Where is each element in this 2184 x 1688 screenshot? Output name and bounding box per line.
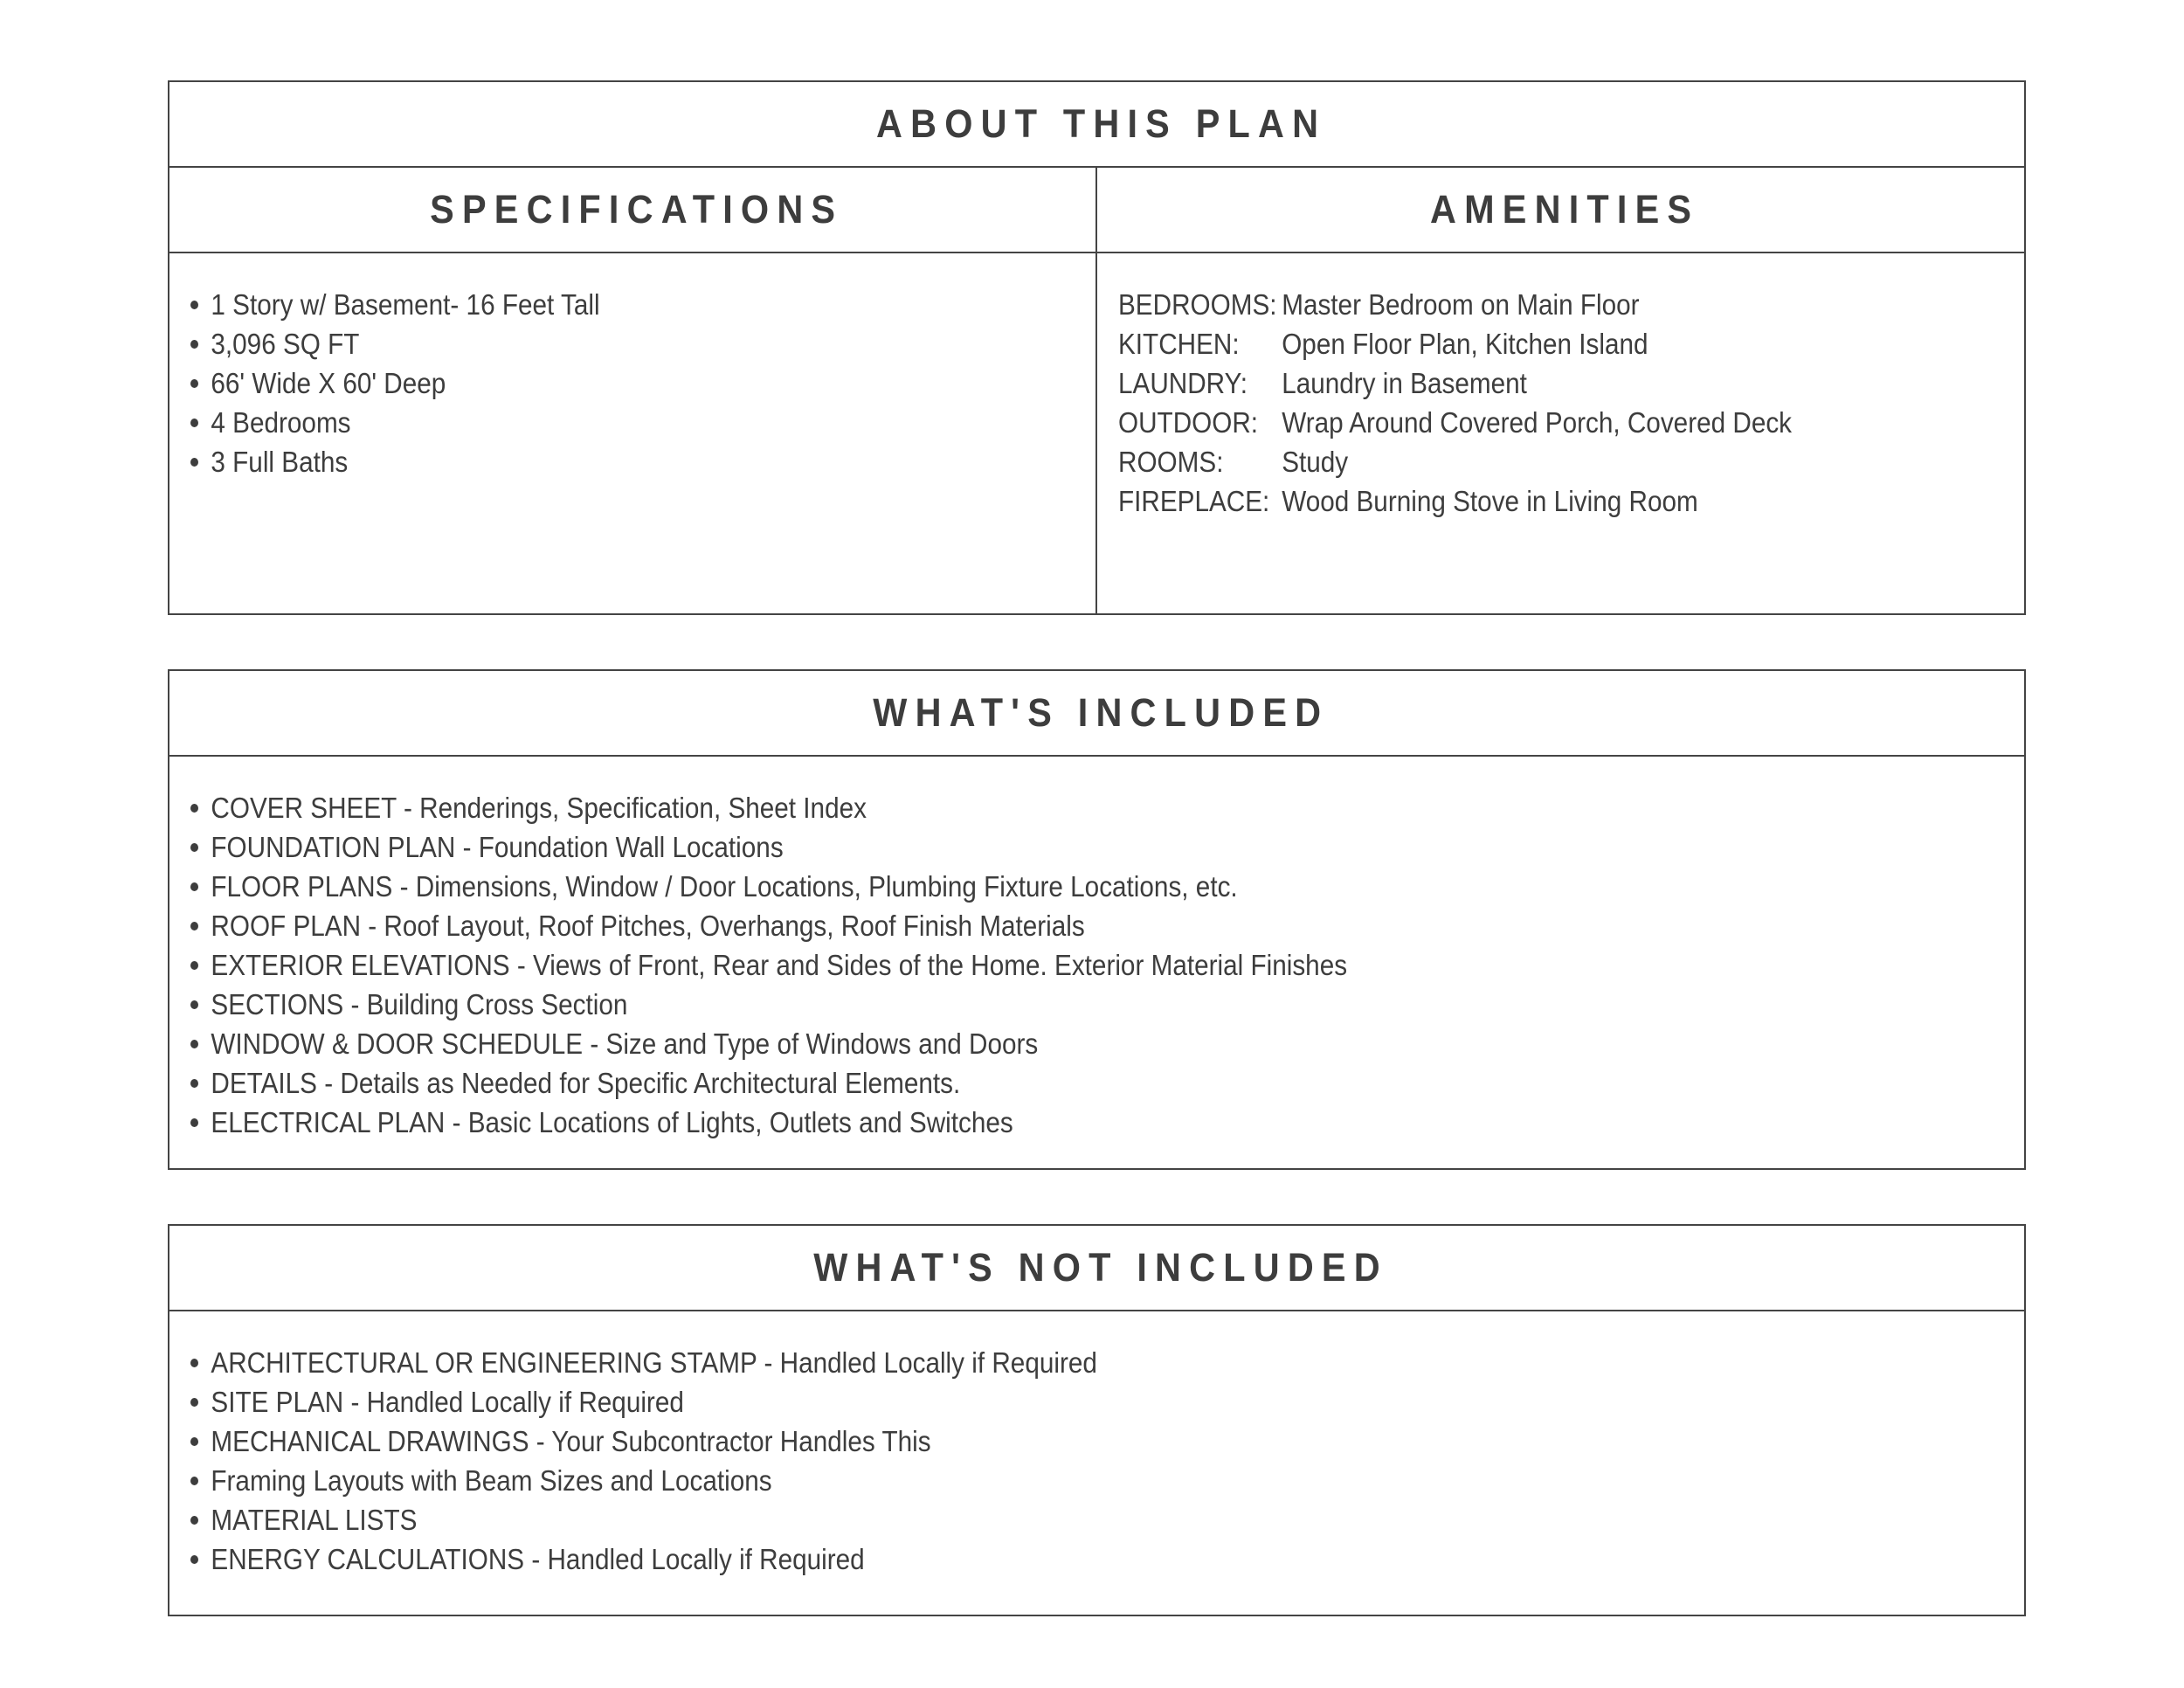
list-item: ARCHITECTURAL OR ENGINEERING STAMP - Handled Locally if Required [190,1343,1841,1382]
amenity-value: Master Bedroom on Main Floor [1282,288,1640,321]
not-included-list [190,1343,2024,1579]
amenity-value: Wood Burning Stove in Living Room [1282,485,1698,517]
list-item: 4 Bedrooms [190,403,1005,442]
amenities-header [1097,168,2024,253]
amenity-row [1118,363,1933,403]
bullet-icon [190,1555,198,1564]
amenity-label: KITCHEN: [1118,328,1240,360]
amenity-value: Laundry in Basement [1282,367,1527,399]
bullet-icon [190,1000,198,1009]
bullet-icon [190,961,198,970]
whats-not-included-section [168,1224,2026,1616]
amenity-row [1118,324,1933,363]
amenity-label: ROOMS: [1118,446,1224,478]
bullet-icon [190,458,198,467]
included-title: WHAT'S INCLUDED [873,690,1330,735]
bullet-icon [190,1040,198,1048]
list-item: MECHANICAL DRAWINGS - Your Subcontractor Handles This [190,1422,1841,1461]
list-item: ENERGY CALCULATIONS - Handled Locally if Required [190,1539,1841,1579]
list-item: DETAILS - Details as Needed for Specific Architectural Elements. [190,1063,1841,1103]
bullet-icon [190,1437,198,1446]
about-title: ABOUT THIS PLAN [875,101,1326,146]
bullet-icon [190,1516,198,1525]
about-columns [169,168,2024,613]
specifications-header [169,168,1095,253]
about-this-plan-section [168,80,2026,615]
bullet-icon [190,1359,198,1367]
specifications-list [190,285,1095,481]
amenity-row [1118,442,1933,481]
not-included-header [169,1226,2024,1311]
list-item: Framing Layouts with Beam Sizes and Locations [190,1461,1841,1500]
included-list [190,788,2024,1142]
amenity-row [1118,403,1933,442]
amenity-label: LAUNDRY: [1118,367,1248,399]
bullet-icon [190,379,198,388]
amenity-value: Open Floor Plan, Kitchen Island [1282,328,1648,360]
amenity-label: FIREPLACE: [1118,485,1270,517]
amenity-row [1118,285,1933,324]
list-item: SITE PLAN - Handled Locally if Required [190,1382,1841,1422]
amenities-title: AMENITIES [1429,187,1700,232]
bullet-icon [190,804,198,813]
amenity-value: Study [1282,446,1349,478]
not-included-title: WHAT'S NOT INCLUDED [813,1245,1388,1290]
bullet-icon [190,1477,198,1485]
bullet-icon [190,1118,198,1127]
list-item: ROOF PLAN - Roof Layout, Roof Pitches, Overhangs, Roof Finish Materials [190,906,1841,945]
specifications-title: SPECIFICATIONS [430,187,844,232]
list-item: MATERIAL LISTS [190,1500,1841,1539]
list-item: 3,096 SQ FT [190,324,1005,363]
bullet-icon [190,419,198,427]
whats-included-section [168,669,2026,1170]
amenity-label: BEDROOMS: [1118,288,1277,321]
list-item: FOUNDATION PLAN - Foundation Wall Locations [190,827,1841,867]
bullet-icon [190,301,198,309]
list-item: SECTIONS - Building Cross Section [190,985,1841,1024]
bullet-icon [190,340,198,349]
bullet-icon [190,843,198,852]
included-header [169,671,2024,757]
amenity-row [1118,481,1933,521]
bullet-icon [190,1398,198,1407]
specifications-column [169,168,1097,613]
about-header [169,82,2024,168]
bullet-icon [190,922,198,930]
amenities-list [1097,253,2024,521]
list-item: 66' Wide X 60' Deep [190,363,1005,403]
list-item: 1 Story w/ Basement- 16 Feet Tall [190,285,1005,324]
bullet-icon [190,1079,198,1088]
list-item: WINDOW & DOOR SCHEDULE - Size and Type of Windows and Doors [190,1024,1841,1063]
list-item: FLOOR PLANS - Dimensions, Window / Door Locations, Plumbing Fixture Locations, etc. [190,867,1841,906]
list-item: EXTERIOR ELEVATIONS - Views of Front, Rear and Sides of the Home. Exterior Material Finishes [190,945,1841,985]
amenity-label: OUTDOOR: [1118,406,1259,439]
list-item: 3 Full Baths [190,442,1005,481]
amenities-column [1097,168,2024,613]
amenity-value: Wrap Around Covered Porch, Covered Deck [1282,406,1793,439]
list-item: ELECTRICAL PLAN - Basic Locations of Lights, Outlets and Switches [190,1103,1841,1142]
bullet-icon [190,882,198,891]
list-item: COVER SHEET - Renderings, Specification, Sheet Index [190,788,1841,827]
